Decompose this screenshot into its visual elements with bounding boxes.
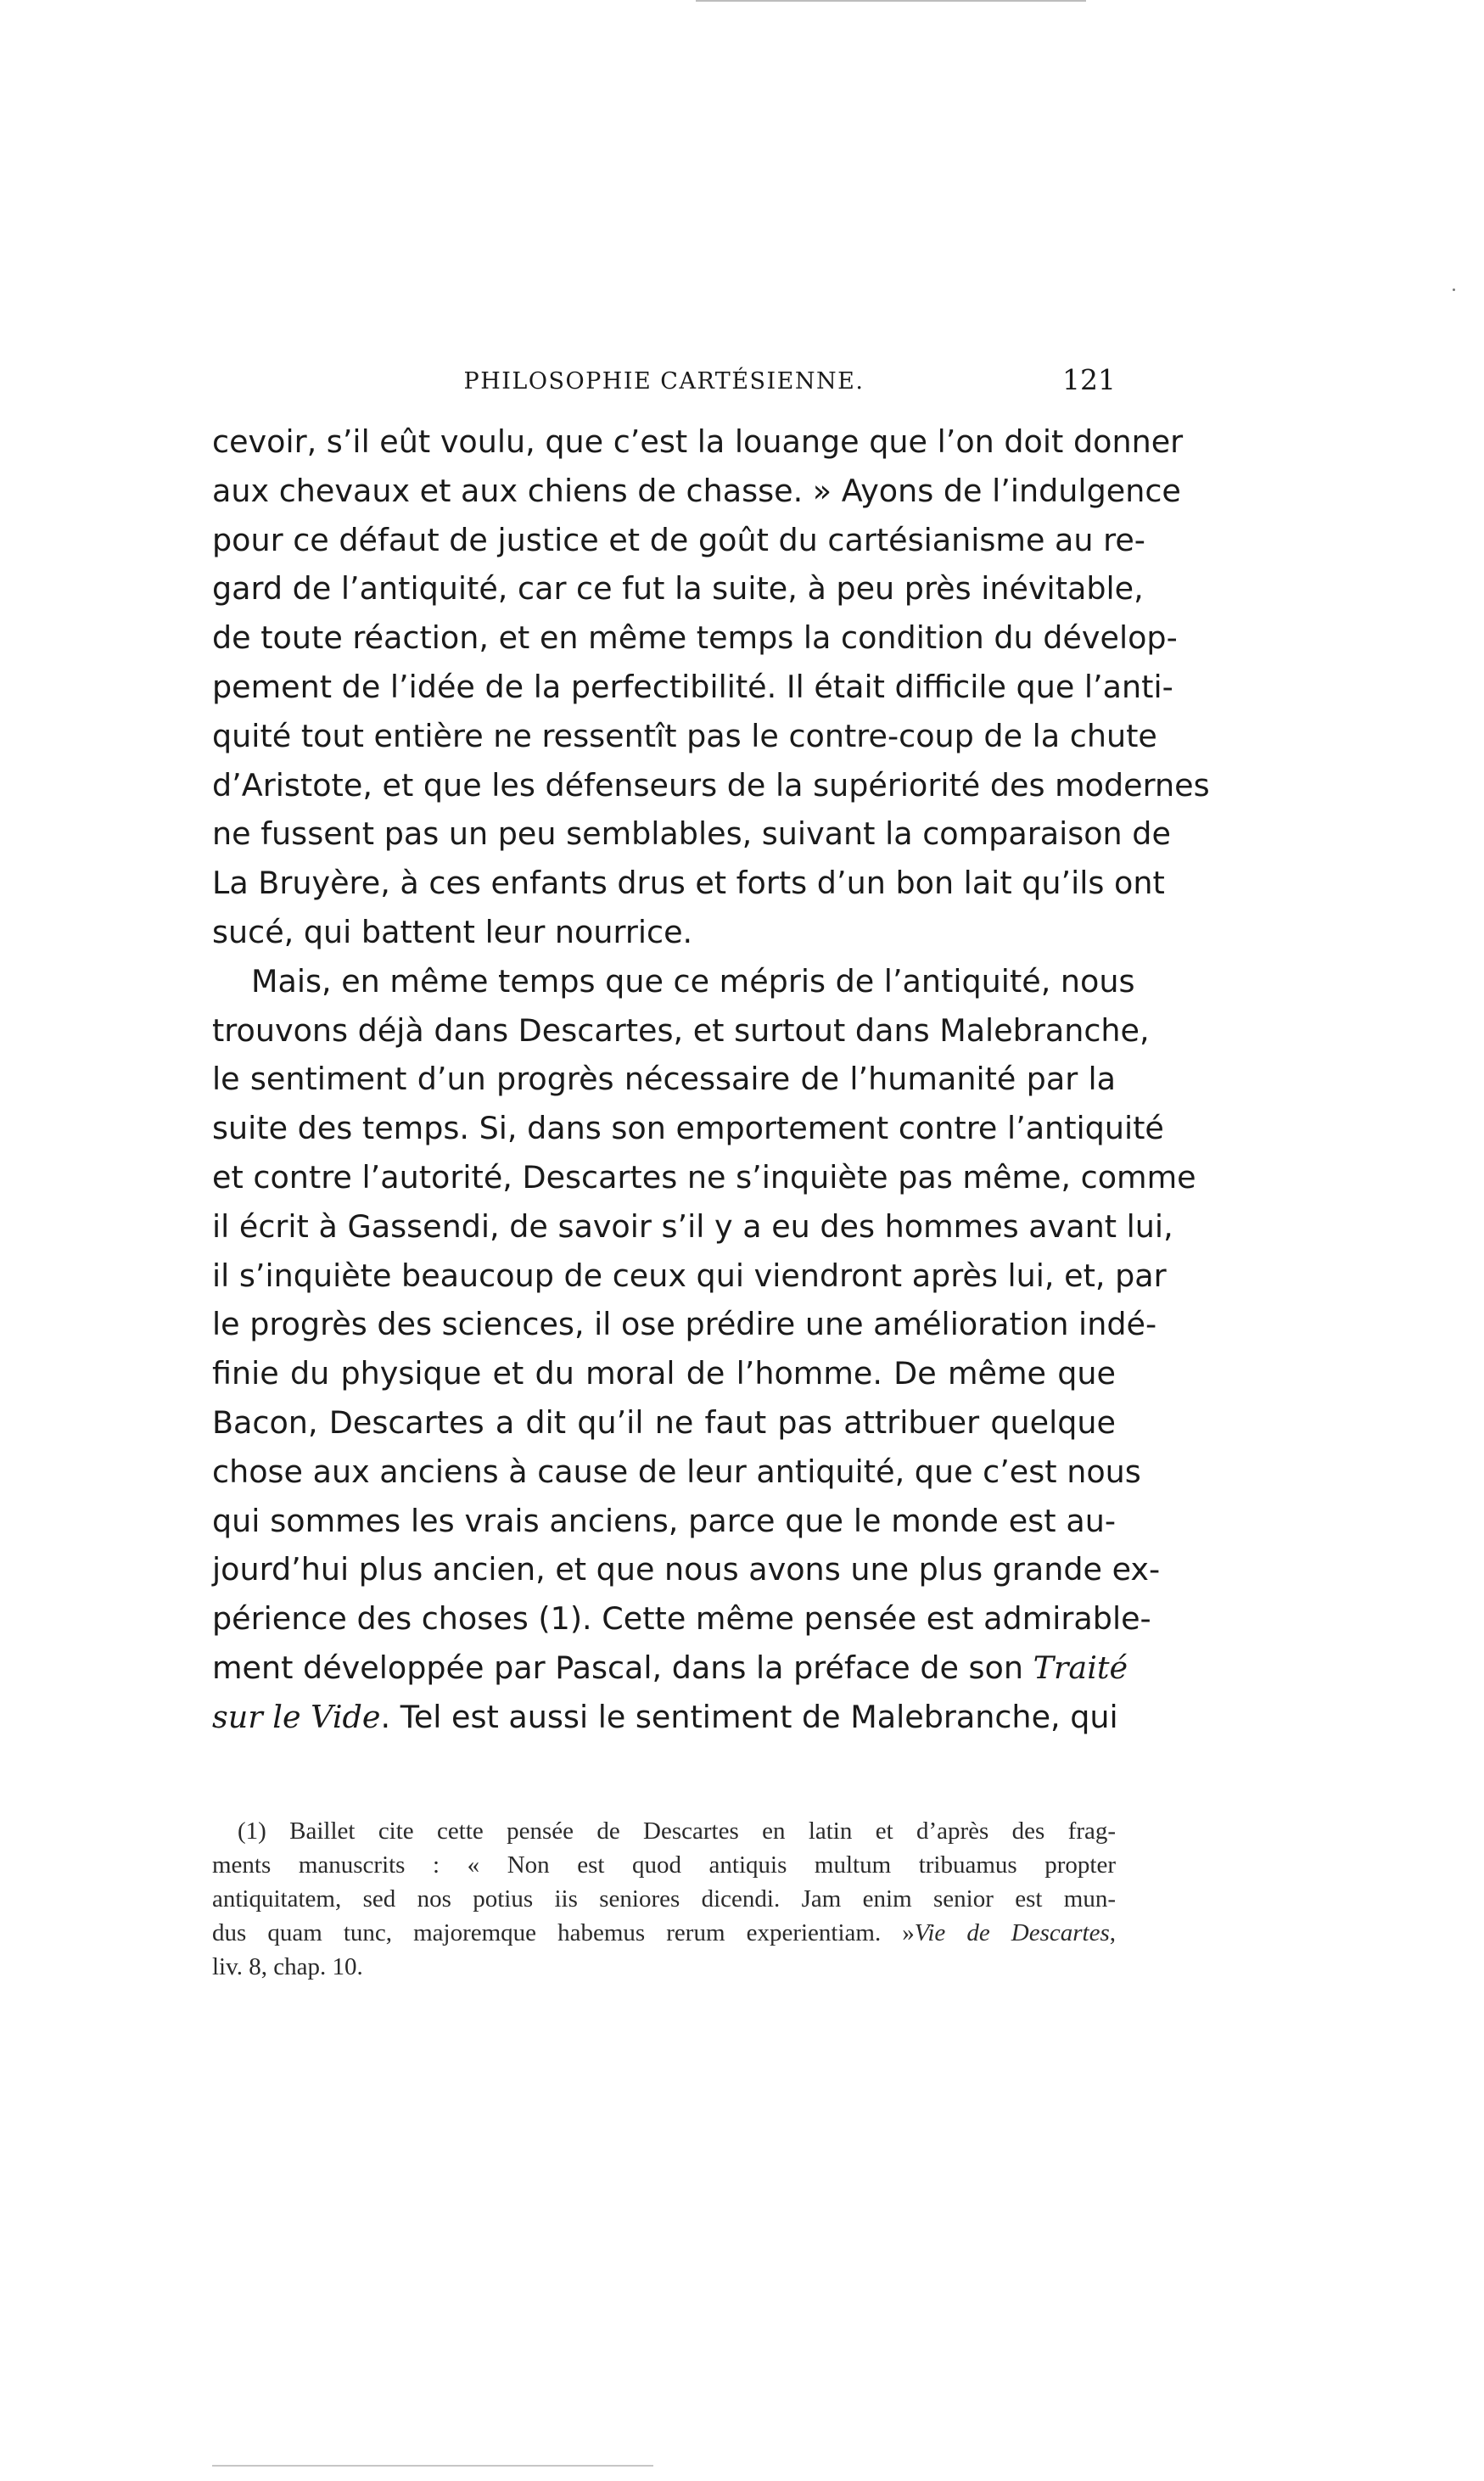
text-line: il écrit à Gassendi, de savoir s’il y a eu des hommes avant lui,: [212, 1207, 1173, 1245]
paragraph-start-line: Mais, en même temps que ce mépris de l’antiquité, nous: [251, 962, 1135, 1000]
text-line: cevoir, s’il eût voulu, que c’est la louange que l’on doit donner: [212, 423, 1184, 460]
text-line: pement de l’idée de la perfectibilité. Il était difficile que l’anti-: [212, 668, 1173, 705]
text-line: périence des choses (1). Cette même pensée est admirable-: [212, 1600, 1151, 1638]
footnote-line: (1) Baillet cite cette pensée de Descartes en latin et d’après des frag-: [238, 1817, 1116, 1845]
text-line: il s’inquiète beaucoup de ceux qui viendront après lui, et, par: [212, 1257, 1167, 1294]
text-line: ne fussent pas un peu semblables, suivant la comparaison de: [212, 815, 1171, 853]
text-line: Bacon, Descartes a dit qu’il ne faut pas attribuer quelque: [212, 1403, 1116, 1441]
text-line: finie du physique et du moral de l’homme. De même que: [212, 1355, 1116, 1392]
text-line: suite des temps. Si, dans son emportement contre l’antiquité: [212, 1110, 1164, 1147]
text-line: et contre l’autorité, Descartes ne s’inquiète pas même, comme: [212, 1158, 1196, 1196]
scan-edge-mark: [696, 0, 1086, 2]
text-line: le sentiment d’un progrès nécessaire de l’humanité par la: [212, 1061, 1116, 1098]
text-fragment: ment développée par Pascal, dans la préface de son: [212, 1649, 1024, 1686]
italic-title-fragment: Vie de Descartes: [914, 1919, 1110, 1946]
text-fragment: dus quam tunc, majoremque habemus rerum experientiam. »: [212, 1919, 915, 1946]
text-line: d’Aristote, et que les défenseurs de la supériorité des modernes: [212, 766, 1210, 804]
text-fragment: . Tel est aussi le sentiment de Malebranche, qui: [380, 1698, 1118, 1735]
text-line: trouvons déjà dans Descartes, et surtout dans Malebranche,: [212, 1011, 1150, 1049]
text-fragment: ,: [1109, 1919, 1116, 1946]
text-line: gard de l’antiquité, car ce fut la suite, à peu près inévitable,: [212, 570, 1144, 608]
text-line: quité tout entière ne ressentît pas le contre-coup de la chute: [212, 717, 1157, 754]
italic-title-fragment: Traité: [1033, 1649, 1128, 1686]
running-title: PHILOSOPHIE CARTÉSIENNE.: [463, 368, 865, 395]
footnote-line: antiquitatem, sed nos potius iis seniores dicendi. Jam enim senior est mun-: [212, 1885, 1116, 1913]
text-line: aux chevaux et aux chiens de chasse. » Ayons de l’indulgence: [212, 472, 1181, 509]
text-line: sucé, qui battent leur nourrice.: [212, 913, 693, 950]
text-line: qui sommes les vrais anciens, parce que le monde est au-: [212, 1502, 1116, 1539]
text-line: chose aux anciens à cause de leur antiquité, que c’est nous: [212, 1453, 1141, 1490]
scan-edge-mark: [212, 2465, 653, 2467]
text-line: jourd’hui plus ancien, et que nous avons une plus grande ex-: [212, 1551, 1161, 1588]
scan-speck: [1453, 288, 1455, 291]
footnote-line: ments manuscrits : « Non est quod antiquis multum tribuamus propter: [212, 1851, 1116, 1879]
text-line: pour ce défaut de justice et de goût du cartésianisme au re-: [212, 521, 1145, 558]
footnote: [212, 1814, 1116, 1984]
text-line: le progrès des sciences, il ose prédire une amélioration indé-: [212, 1306, 1157, 1343]
page-number: 121: [1062, 363, 1116, 396]
text-line-with-title: [212, 1644, 1128, 1693]
text-line: La Bruyère, à ces enfants drus et forts d’un bon lait qu’ils ont: [212, 865, 1165, 902]
footnote-line: liv. 8, chap. 10.: [212, 1953, 363, 1980]
italic-title-fragment: sur le Vide: [212, 1698, 381, 1735]
page-header: [212, 363, 1116, 406]
text-line: de toute réaction, et en même temps la condition du dévelop-: [212, 619, 1178, 657]
footnote-line: [212, 1916, 1116, 1950]
main-text: [212, 417, 1210, 1742]
text-line-with-title: [212, 1693, 1116, 1742]
